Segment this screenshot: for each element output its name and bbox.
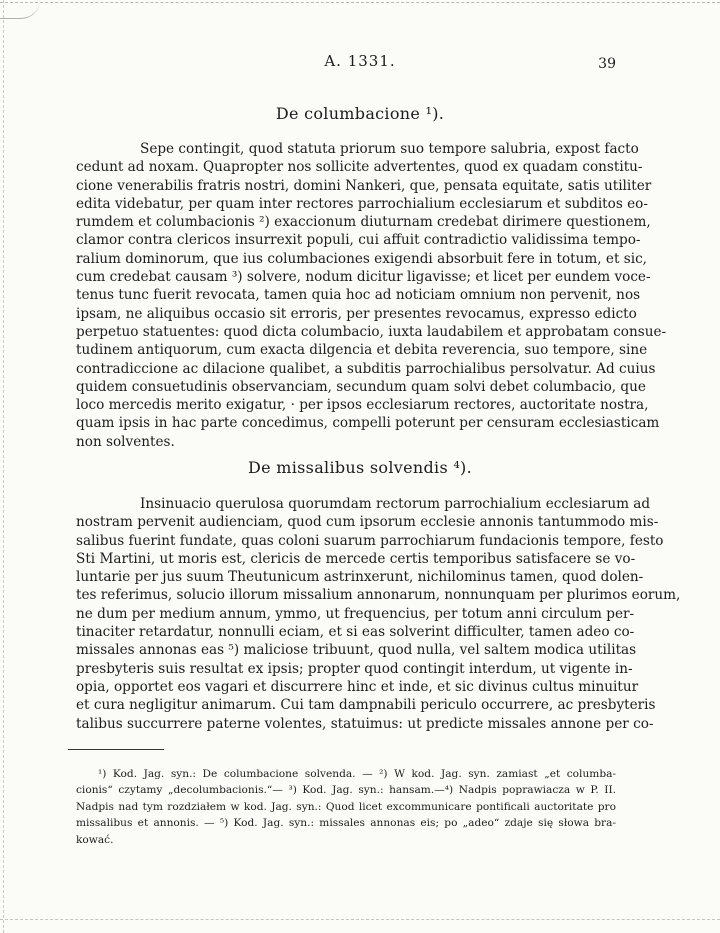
- text-line: tinaciter retardatur, nonnulli eciam, et si eas solverint difficulter, tamen adeo co-: [76, 624, 635, 641]
- scan-bottom-edge: [0, 919, 720, 921]
- text-line: missales annonas eas ⁵) maliciose tribuunt, quod nulla, vel saltem modica utilitas: [76, 642, 637, 659]
- text-line: salibus fuerint fundate, quas coloni suarum parrochiarum fundacionis tempore, festo: [76, 532, 664, 549]
- text-line: ne dum per medium annum, ymmo, ut frequencius, per totum anni circulum per-: [76, 605, 635, 622]
- text-line: nostram pervenit audienciam, quod cum ipsorum ecclesie annonis tantummodo mis-: [76, 514, 659, 531]
- footnote-line: ¹) Kod. Jag. syn.: De columbacione solvenda. — ²) W kod. Jag. syn. zamiast „et columba-: [98, 768, 616, 780]
- text-line: cedunt ad noxam. Quapropter nos sollicite advertentes, quod ex quadam constitu-: [76, 159, 643, 176]
- paragraph-missalibus: [76, 495, 681, 733]
- text-line: ralium dominorum, que ius columbaciones exigendi absorbuit fere in totum, et sic,: [76, 250, 648, 267]
- text-line: luntarie per jus suum Theutunicum astrinxerunt, nichilominus tamen, quod dolen-: [76, 569, 644, 586]
- text-line: loco mercedis merito exigatur, · per ipsos ecclesiarum rectores, auctoritate nostra,: [76, 397, 649, 414]
- text-line: tudinem antiquorum, cum exacta dilgencia et debita reverencia, suo tempore, sine: [76, 342, 648, 359]
- footnote-line: missalibus et annonis. — ⁵) Kod. Jag. syn.: missales annonas eis; po „adeo“ zdaje się słowa bra-: [76, 817, 616, 830]
- footnote-line: cionis“ czytamy „decolumbacionis.“— ³) Kod. Jag. syn.: hansam.—⁴) Nadpis poprawiacza w P. II.: [76, 784, 616, 797]
- text-line: tes referimus, solucio illorum missalium annonarum, nonnunquam per plurimos eorum,: [76, 587, 681, 604]
- text-line: quam ipsis in hac parte concedimus, compelli poterunt per censuram ecclesiasticam: [76, 415, 660, 432]
- paragraph-columbacione: [76, 140, 667, 451]
- text-line: non solventes.: [76, 433, 175, 450]
- text-line: clamor contra clericos insurrexit populi, cui affuit contradictio validissima tempo-: [76, 232, 641, 249]
- text-line: tenus tunc fuerit revocata, tamen quia hoc ad noticiam omnium non pervenit, nos: [76, 287, 641, 304]
- scan-top-edge: [0, 2, 720, 4]
- text-line: cum credebat causam ³) solvere, nodum dicitur ligavisse; et licet per eundem voce-: [76, 269, 651, 286]
- text-line: contradiccione ac dilacione qualibet, a subditis parrochialibus persolvatur. Ad cuius: [76, 360, 656, 377]
- section-title-missalibus: De missalibus solvendis ⁴).: [248, 458, 472, 477]
- page-number: 39: [598, 56, 616, 72]
- footnotes: [76, 766, 616, 848]
- footnote-line: kować.: [76, 833, 114, 846]
- text-line: perpetuo statuentes: quod dicta columbacio, iuxta laudabilem et approbatam consue-: [76, 323, 667, 340]
- text-line: talibus succurrere paterne volentes, statuimus: ut predicte missales annone per co-: [76, 715, 654, 732]
- text-line: presbyteris suis resultat ex ipsis; propter quod contingit interdum, ut vigente in-: [76, 660, 633, 677]
- text-line: edita videbatur, per quam inter rectores parrochialium ecclesiarum et subditos eo-: [76, 195, 648, 212]
- footnote-line: Nadpis nad tym rozdziałem w kod. Jag. syn.: Quod licet excommunicare pontificali auctoritate pro: [76, 800, 616, 813]
- text-line: quidem consuetudinis observanciam, secundum quam solvi debet columbacio, que: [76, 378, 646, 395]
- text-line: ipsam, ne aliquibus occasio sit erroris, per presentes revocamus, expresso edicto: [76, 305, 637, 322]
- text-line: et cura negligitur animarum. Cui tam dampnabili periculo occurrere, ac presbyteris: [76, 697, 656, 714]
- text-line: opia, opportet eos vagari et discurrere hinc et inde, et sic divinus cultus minuitur: [76, 678, 639, 695]
- running-header: [0, 52, 720, 72]
- header-year: A. 1331.: [324, 52, 396, 70]
- text-line: rumdem et columbacionis ²) exaccionum diuturnam credebat dirimere questionem,: [76, 214, 651, 231]
- text-line: cione venerabilis fratris nostri, domini Nankeri, que, pensata equitate, satis utiliter: [76, 177, 652, 194]
- footnote-divider: [68, 749, 164, 750]
- text-line: Insinuacio querulosa quorumdam rectorum parrochialium ecclesiarum ad: [140, 496, 651, 512]
- text-line: Sti Martini, ut moris est, clericis de mercede certis temporibus satisfacere se vo-: [76, 550, 636, 567]
- text-line: Sepe contingit, quod statuta priorum suo tempore salubria, expost facto: [140, 141, 639, 157]
- section-title-columbacione: De columbacione ¹).: [275, 104, 445, 123]
